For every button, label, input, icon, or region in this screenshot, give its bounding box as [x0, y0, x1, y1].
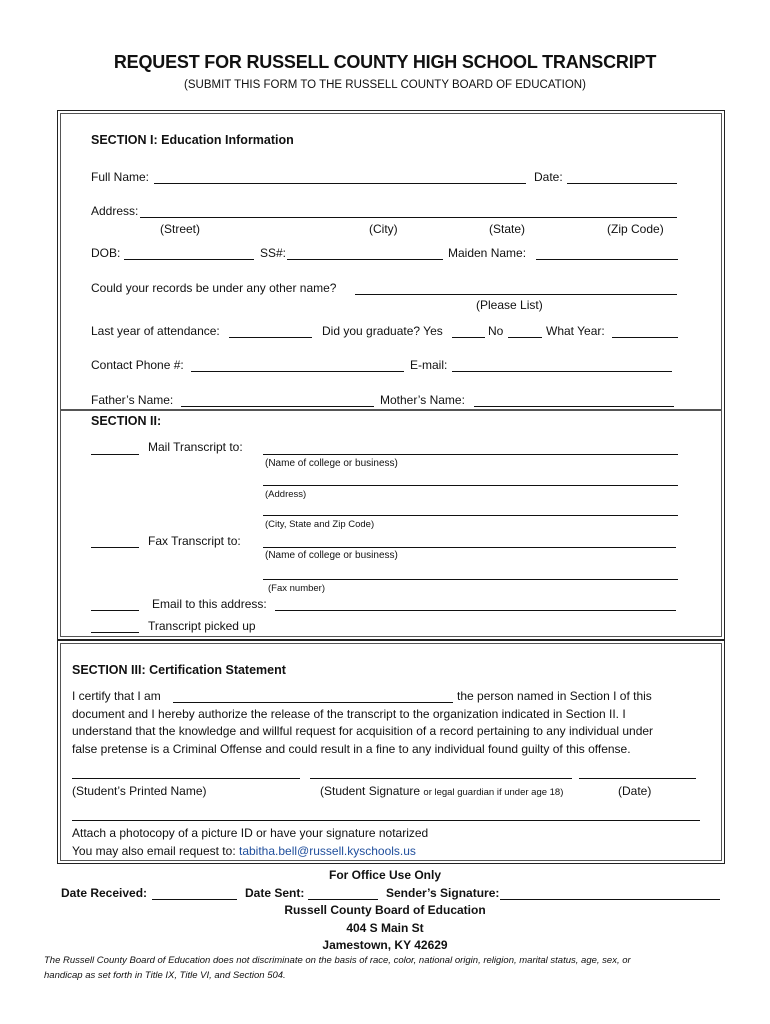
office-use-heading: For Office Use Only: [328, 868, 442, 882]
date-sent-field[interactable]: [308, 899, 378, 900]
contact-phone-label: Contact Phone #:: [91, 358, 184, 372]
sender-signature-field[interactable]: [500, 899, 720, 900]
other-name-label: Could your records be under any other name?: [91, 281, 337, 295]
maiden-name-label: Maiden Name:: [448, 246, 527, 260]
fax-college-field[interactable]: [263, 547, 676, 548]
board-city: Jamestown, KY 42629: [322, 938, 448, 952]
email-field[interactable]: [452, 371, 672, 372]
signature-label-main: (Student Signature: [320, 784, 421, 798]
signature-date-field[interactable]: [579, 778, 696, 779]
signature-date-label: (Date): [618, 784, 652, 798]
signature-label: [320, 784, 563, 798]
graduate-label: Did you graduate? Yes: [322, 324, 443, 338]
graduate-yes-field[interactable]: [452, 337, 485, 338]
address-label: Address:: [91, 204, 139, 218]
picked-up-check[interactable]: [91, 632, 139, 633]
certify-paragraph-line-2: document and I hereby authorize the release of the transcript to the organization indicated in Section II. I: [72, 707, 626, 721]
board-street: 404 S Main St: [346, 921, 424, 935]
zip-hint: (Zip Code): [607, 222, 664, 236]
last-year-field[interactable]: [229, 337, 312, 338]
mail-college-hint: (Name of college or business): [265, 458, 398, 469]
mother-name-label: Mother’s Name:: [380, 393, 465, 407]
what-year-label: What Year:: [546, 324, 605, 338]
board-name: Russell County Board of Education: [284, 903, 486, 917]
address-field[interactable]: [140, 217, 677, 218]
ss-label: SS#:: [260, 246, 287, 260]
form-subtitle: (SUBMIT THIS FORM TO THE RUSSELL COUNTY BOARD OF EDUCATION): [184, 79, 586, 91]
email-label: E-mail:: [410, 358, 448, 372]
email-request-prefix: You may also email request to:: [72, 844, 236, 858]
email-request-note: [72, 844, 416, 858]
mail-address-hint: (Address): [265, 489, 307, 500]
section-3-divider: [72, 820, 700, 821]
mail-city-state-zip-hint: (City, State and Zip Code): [265, 519, 375, 530]
email-transcript-check[interactable]: [91, 610, 139, 611]
form-title: REQUEST FOR RUSSELL COUNTY HIGH SCHOOL TRANSCRIPT: [113, 52, 657, 72]
fax-transcript-label: Fax Transcript to:: [148, 534, 241, 548]
certify-name-field[interactable]: [173, 702, 453, 703]
photo-id-note: Attach a photocopy of a picture ID or have your signature notarized: [72, 826, 429, 840]
state-hint: (State): [489, 222, 526, 236]
mail-city-state-zip-field[interactable]: [263, 515, 678, 516]
ss-field[interactable]: [287, 259, 443, 260]
mail-address-field[interactable]: [263, 485, 678, 486]
nondiscrimination-line-2: handicap as set forth in Title IX, Title VI, and Section 504.: [44, 970, 286, 981]
fax-transcript-check[interactable]: [91, 547, 139, 548]
maiden-name-field[interactable]: [536, 259, 678, 260]
picked-up-label: Transcript picked up: [148, 619, 256, 633]
full-name-field[interactable]: [154, 183, 526, 184]
email-transcript-field[interactable]: [275, 610, 676, 611]
last-year-label: Last year of attendance:: [91, 324, 220, 338]
graduate-no-field[interactable]: [508, 337, 542, 338]
what-year-field[interactable]: [612, 337, 678, 338]
date-field[interactable]: [567, 183, 677, 184]
dob-field[interactable]: [124, 259, 254, 260]
city-hint: (City): [369, 222, 398, 236]
nondiscrimination-line-1: The Russell County Board of Education does not discriminate on the basis of race, color, national origin, religion, marital status, age, sex, or: [44, 955, 631, 966]
printed-name-field[interactable]: [72, 778, 300, 779]
street-hint: (Street): [160, 222, 201, 236]
signature-label-note: or legal guardian if under age 18): [423, 787, 564, 798]
sender-signature-label: Sender’s Signature:: [386, 886, 500, 900]
father-name-label: Father’s Name:: [91, 393, 174, 407]
date-label: Date:: [534, 170, 563, 184]
mail-transcript-check[interactable]: [91, 454, 139, 455]
mail-transcript-label: Mail Transcript to:: [148, 440, 243, 454]
section-2-heading: SECTION II:: [91, 414, 162, 428]
email-request-link[interactable]: tabitha.bell@russell.kyschools.us: [239, 844, 416, 858]
date-received-field[interactable]: [152, 899, 237, 900]
fax-number-field[interactable]: [263, 579, 678, 580]
certify-paragraph-line-4: false pretense is a Criminal Offense and could result in a fine to any individual found guilty of this offense.: [72, 742, 631, 756]
full-name-label: Full Name:: [91, 170, 150, 184]
fax-number-hint: (Fax number): [268, 583, 326, 594]
other-name-field[interactable]: [355, 294, 677, 295]
certify-prefix: I certify that I am: [72, 689, 161, 703]
section-1-heading: SECTION I: Education Information: [91, 133, 294, 147]
father-name-field[interactable]: [181, 406, 374, 407]
please-list-hint: (Please List): [476, 298, 543, 312]
mother-name-field[interactable]: [474, 406, 674, 407]
date-received-label: Date Received:: [61, 886, 148, 900]
signature-field[interactable]: [310, 778, 572, 779]
certify-paragraph-line-3: understand that the knowledge and willful request for acquisition of a record pertaining to any individual under: [72, 724, 654, 738]
fax-college-hint: (Name of college or business): [265, 550, 398, 561]
graduate-no-label: No: [488, 324, 504, 338]
date-sent-label: Date Sent:: [245, 886, 305, 900]
certify-suffix: the person named in Section I of this: [457, 689, 652, 703]
email-transcript-label: Email to this address:: [152, 597, 267, 611]
dob-label: DOB:: [91, 246, 121, 260]
section-3-heading: SECTION III: Certification Statement: [72, 663, 286, 677]
printed-name-label: (Student’s Printed Name): [72, 784, 207, 798]
mail-college-field[interactable]: [263, 454, 678, 455]
contact-phone-field[interactable]: [191, 371, 404, 372]
